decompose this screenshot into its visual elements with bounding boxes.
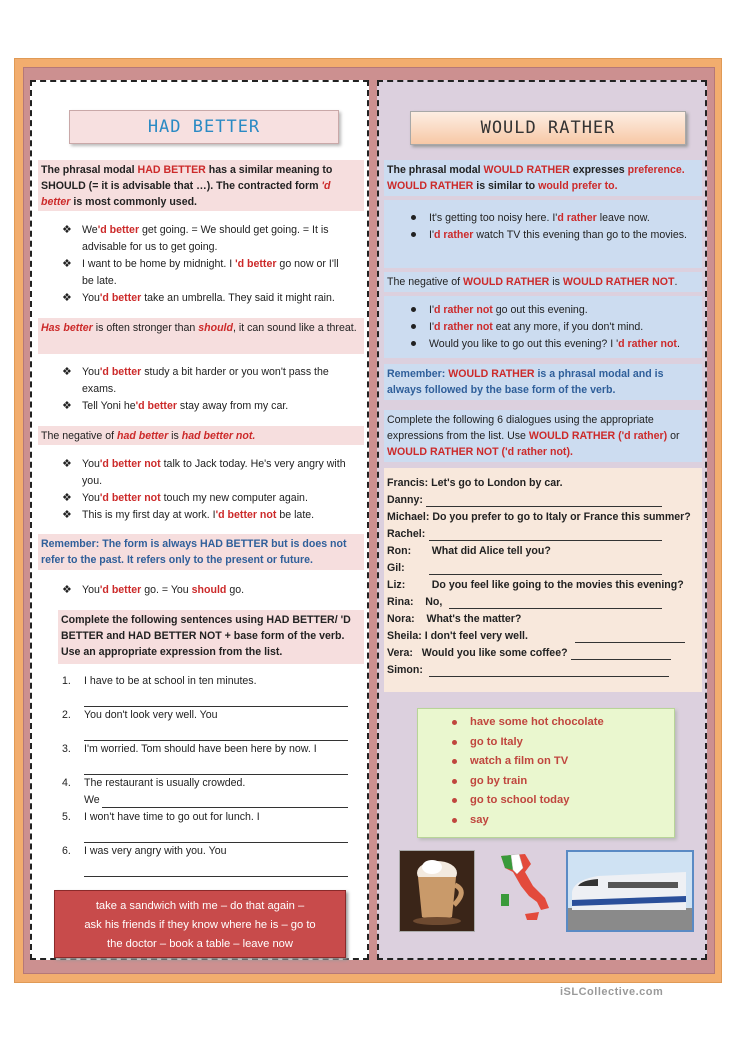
exercise-item-1: 1. I have to be at school in ten minutes. [62, 675, 257, 687]
example-item: I'd rather not eat any more, if you don't mind. [407, 319, 699, 336]
diamond-bullet-icon: ❖ [62, 584, 72, 596]
diamond-bullet-icon: ❖ [62, 492, 72, 504]
stronger-note: Has better is often stronger than should, it can sound like a threat. [38, 318, 364, 354]
answer-line[interactable] [571, 659, 671, 660]
diamond-bullet-icon: ❖ [62, 292, 72, 304]
answer-line[interactable] [449, 608, 662, 609]
example-item: ❖ You'd better not talk to Jack today. He's very angry with you. [62, 458, 346, 487]
would-rather-negative-note: The negative of WOULD RATHER is WOULD RATHER NOT. [384, 272, 702, 292]
expression-item: go by train [452, 772, 674, 792]
exercise-item-6: 6. I was very angry with you. You [62, 845, 227, 857]
dialogue-line: Danny: [387, 494, 423, 506]
would-rather-remember-note: Remember: WOULD RATHER is a phrasal modal and is always followed by the base form of the verb. [384, 364, 702, 400]
dialogue-line: Francis: Let's go to London by car. [387, 477, 563, 489]
italy-map-icon [487, 850, 555, 930]
answer-line[interactable] [84, 876, 348, 877]
intro-keyword: HAD BETTER [137, 164, 206, 176]
example-item: ❖ We'd better get going. = We should get going. = It is advisable for us to get going. [62, 224, 329, 253]
would-rather-task-instructions: Complete the following 6 dialogues using the appropriate expressions from the list. Use WOULD RATHER ('d rather) or WOULD RATHER NOT ('d rather not). [384, 410, 702, 462]
answer-line[interactable] [426, 506, 662, 507]
diamond-bullet-icon: ❖ [62, 258, 72, 270]
answer-line[interactable] [575, 642, 685, 643]
train-picture [566, 850, 694, 932]
answer-line[interactable] [429, 540, 662, 541]
had-better-expression-list: take a sandwich with me – do that again – ask his friends if they know where he is – go to the doctor – book a table – leave now [54, 890, 346, 958]
dialogue-line: Simon: [387, 664, 423, 676]
expression-item: have some hot chocolate [452, 713, 674, 733]
diamond-bullet-icon: ❖ [62, 366, 72, 378]
exercise-item-2: 2. You don't look very well. You [62, 709, 218, 721]
exercise-item-5: 5. I won't have time to go out for lunch. I [62, 811, 260, 823]
example-item: It's getting too noisy here. I'd rather leave now. [407, 210, 689, 227]
would-rather-heading: WOULD RATHER [410, 111, 686, 145]
bullet-dot-icon [411, 307, 416, 312]
answer-line[interactable] [102, 807, 348, 808]
example-item: ❖ I want to be home by midnight. I 'd better go now or I'll be late. [62, 258, 339, 287]
bullet-dot-icon [411, 324, 416, 329]
example-item: Would you like to go out this evening? I 'd rather not. [407, 336, 705, 353]
diamond-bullet-icon: ❖ [62, 224, 72, 236]
diamond-bullet-icon: ❖ [62, 458, 72, 470]
would-rather-column [377, 80, 707, 960]
example-item: ❖ You'd better study a bit harder or you won't pass the exams. [62, 366, 329, 395]
had-better-task-instructions: Complete the following sentences using HAD BETTER/ 'D BETTER and HAD BETTER NOT + base form of the verb. Use an appropriate expression from the list. [58, 610, 364, 664]
had-better-intro [38, 160, 364, 211]
worksheet-frame [14, 58, 722, 983]
expression-item: go to school today [452, 791, 674, 811]
intro-text: is most commonly used. [70, 196, 198, 208]
hot-chocolate-icon [400, 851, 474, 931]
example-item: ❖ You'd better not touch my new computer again. [60, 490, 354, 507]
diamond-bullet-icon: ❖ [62, 400, 72, 412]
answer-line[interactable] [429, 574, 662, 575]
dialogue-line: Ron: What did Alice tell you? [387, 545, 551, 557]
intro-text: The phrasal modal [41, 164, 138, 176]
expression-item: watch a film on TV [452, 752, 674, 772]
dialogue-line: Vera: Would you like some coffee? [387, 647, 568, 659]
dialogue-line: Rachel: [387, 528, 426, 540]
had-better-column [30, 80, 369, 960]
dialogue-line: Liz: Do you feel like going to the movies this evening? [387, 579, 684, 591]
dialogue-line: Gil: [387, 562, 405, 574]
worksheet-panel [23, 67, 715, 974]
example-item: I'd rather not go out this evening. [407, 302, 699, 319]
example-item: I'd rather watch TV this evening than go to the movies. [407, 227, 689, 244]
example-item: ❖ You'd better go. = You should go. [60, 582, 350, 599]
hot-chocolate-picture [399, 850, 475, 932]
intro-text: has a similar meaning to SHOULD (= it is advisable that …). The contracted form [41, 164, 333, 192]
had-better-negative-note: The negative of had better is had better not. [38, 426, 364, 445]
exercise-item-3: 3. I'm worried. Tom should have been here by now. I [62, 743, 317, 755]
bullet-dot-icon [411, 215, 416, 220]
answer-line[interactable] [429, 676, 669, 677]
had-better-remember-note: Remember: The form is always HAD BETTER but is does not refer to the past. It refers only to the present or future. [38, 534, 364, 570]
would-rather-expression-list [417, 708, 675, 838]
diamond-bullet-icon: ❖ [62, 509, 72, 521]
had-better-heading: HAD BETTER [69, 110, 339, 144]
expression-item: go to Italy [452, 733, 674, 753]
bullet-dot-icon [411, 341, 416, 346]
italy-map-picture [487, 850, 555, 932]
dialogue-line: Rina: No, [387, 596, 443, 608]
train-icon [568, 852, 692, 930]
site-watermark: iSLCollective.com [560, 986, 664, 998]
dialogue-line: Michael: Do you prefer to go to Italy or France this summer? [387, 511, 691, 523]
example-item: ❖ You'd better take an umbrella. They said it might rain. [60, 290, 360, 307]
intro-keyword: 'd better [41, 180, 331, 208]
example-item: ❖ This is my first day at work. I'd better not be late. [60, 507, 360, 524]
bullet-dot-icon [411, 232, 416, 237]
exercise-item-4-we: We [84, 794, 100, 806]
would-rather-intro: The phrasal modal WOULD RATHER expresses preference. WOULD RATHER is similar to would prefer to. [384, 160, 702, 196]
expression-item: say [452, 811, 674, 831]
dialogue-line: Sheila: I don't feel very well. [387, 630, 528, 642]
dialogue-line: Nora: What's the matter? [387, 613, 522, 625]
exercise-item-4: 4. The restaurant is usually crowded. [62, 777, 246, 789]
example-item: ❖ Tell Yoni he'd better stay away from my car. [60, 398, 350, 415]
